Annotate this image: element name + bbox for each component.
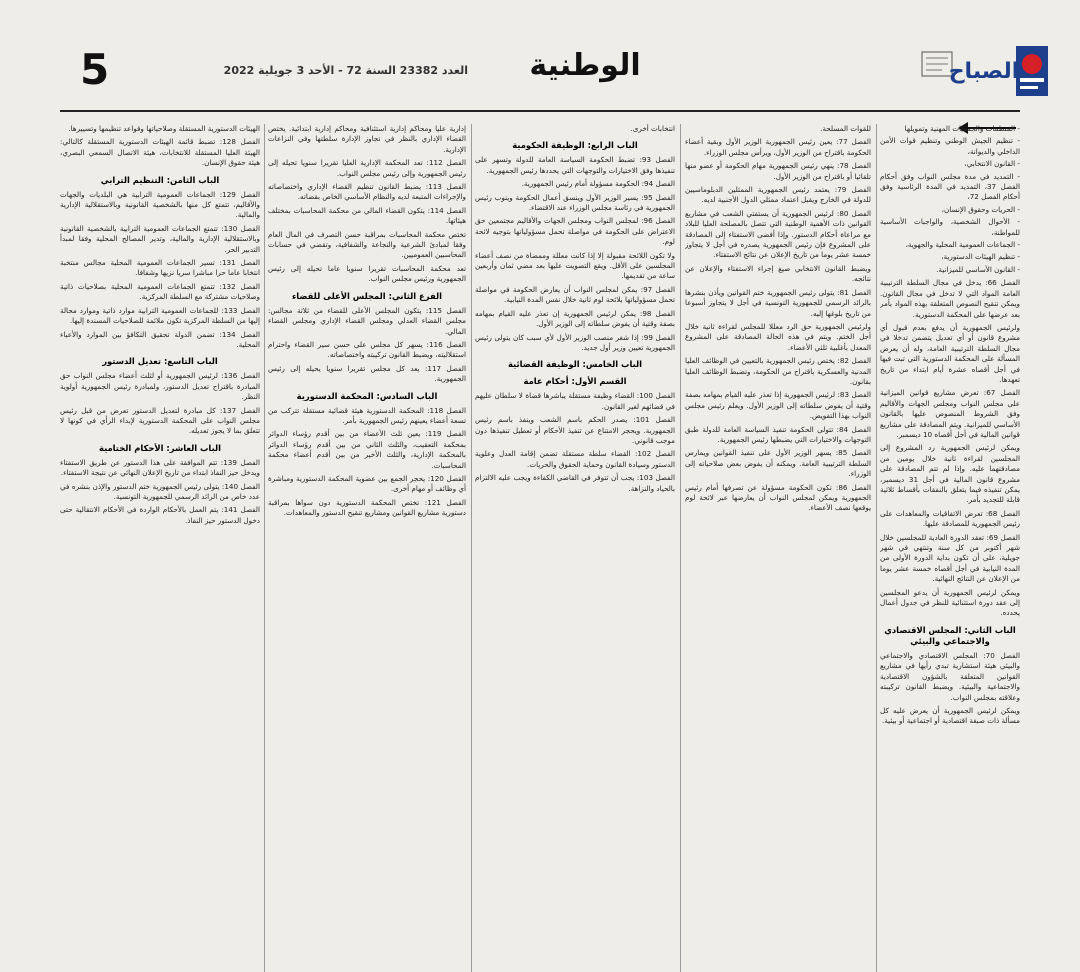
logo-graphic	[920, 42, 1050, 100]
section-heading: القسم الأول: أحكام عامة	[523, 376, 627, 387]
paragraph: الفصل 117: يعد كل مجلس تقريرا سنويا يحيله إلى رئيس الجمهورية.	[268, 363, 466, 384]
paragraph: الفصل 115: يتكون المجلس الأعلى للقضاء من ثلاثة مجالس: مجلس القضاء العدلي ومجلس القضاء الإداري ومجلس القضاء المالي.	[268, 305, 466, 336]
chapter-heading: الباب الرابع: الوظيفة الحكومية	[512, 140, 638, 151]
paragraph: الفصل 119: يعين ثلث الأعضاء من بين أقدم رؤساء الدوائر بمحكمة التعقيب، والثلث الثاني من بين أقدم رؤساء الدوائر بالمحكمة الإدارية، والثلث الأخير من بين أقدم أعضاء محكمة المحاسبات.	[268, 429, 466, 470]
paragraph: الفصل 67: تعرض مشاريع قوانين الميزانية على مجلس النواب ومجلس الجهات والأقاليم وفق الشروط المنصوص عليها بالقانون الأساسي للميزانية. ويتم المصادقة على مشاريع قوانين المالية في أجل أقصاه 10 ديسمبر.	[880, 388, 1020, 439]
paragraph: الفصل 136: لرئيس الجمهورية أو لثلث أعضاء مجلس النواب حق المبادرة باقتراح تعديل الدستور، ولمبادرة رئيس الجمهورية أولوية النظر.	[60, 371, 260, 402]
edition-line: العدد 23382 السنة 72 - الأحد 3 جويلية 2022	[223, 64, 468, 77]
paragraph: الفصل 78: ينهي رئيس الجمهورية مهام الحكومة أو عضو منها تلقائيا أو باقتراح من الوزير الأول.	[685, 161, 871, 181]
paragraph: الفصل 68: تعرض الاتفاقيات والمعاهدات على رئيس الجمهورية للمصادقة عليها.	[880, 508, 1020, 529]
logo-text: الصباح	[948, 59, 1020, 84]
paragraph: الفصل 141: يتم العمل بالأحكام الواردة في الأحكام الانتقالية حتى دخول الدستور حيز النفاذ.	[60, 505, 260, 525]
paragraph: الفصل 70: المجلس الاقتصادي والاجتماعي والبيئي هيئة استشارية تبدي رأيها في مشاريع القوانين المتعلقة بالشؤون الاقتصادية والاجتماعية والبيئية. ويضبط القانون تركيبته وعلاقته بمجلس النواب.	[880, 650, 1020, 702]
article-column-1	[880, 124, 1020, 972]
section-heading: الفرع الثاني: المجلس الأعلى للقضاء	[291, 290, 443, 301]
column-divider	[876, 124, 877, 972]
chapter-heading: الباب السادس: المحكمة الدستورية	[296, 390, 438, 401]
section-title: الوطنية	[529, 48, 641, 83]
paragraph: الفصل 120: يحجر الجمع بين عضوية المحكمة الدستورية ومباشرة أي وظائف أو مهام أخرى.	[268, 473, 466, 494]
list-item: - التمديد في مدة مجلس النواب وفق أحكام الفصل 37، التمديد في المدة الرئاسية وفق أحكام الفصل 72،	[880, 171, 1020, 202]
paragraph: الفصل 118: المحكمة الدستورية هيئة قضائية مستقلة تتركب من تسعة أعضاء يعينهم رئيس الجمهورية بأمر.	[268, 405, 466, 425]
list-item: - الأحوال الشخصية، والواجبات الأساسية للمواطنة،	[880, 217, 1020, 237]
paragraph: الفصل 93: تضبط الحكومة السياسة العامة للدولة وتسهر على تنفيذها وفق الاختيارات والتوجهات التي يحددها رئيس الجمهورية.	[475, 155, 675, 175]
article-column-3	[475, 124, 675, 972]
paragraph: الفصل 139: تتم الموافقة على هذا الدستور عن طريق الاستفتاء ويدخل حيز النفاذ ابتداء من تاريخ الإعلان النهائي عن نتيجة الاستفتاء.	[60, 457, 260, 478]
paragraph: الفصل 140: يتولى رئيس الجمهورية ختم الدستور والإذن بنشره في عدد خاص من الرائد الرسمي للجمهورية التونسية.	[60, 481, 260, 501]
paragraph: ويمكن لرئيس الجمهورية أن يدعو المجلسين إلى عقد دورة استثنائية للنظر في جدول أعمال يحدده.	[880, 587, 1020, 618]
paragraph: الفصل 81: يتولى رئيس الجمهورية ختم القوانين ويأذن بنشرها بالرائد الرسمي للجمهورية التونسية في أجل لا يتجاوز أسبوعا من تاريخ بلوغها إليه.	[685, 287, 871, 318]
paragraph: للقوات المسلحة.	[820, 124, 871, 133]
paragraph: إدارية عليا ومحاكم إدارية استئنافية ومحاكم إدارية ابتدائية. يختص القضاء الإداري بالنظر في تجاوز الإدارة سلطتها وفي النزاعات الإدارية.	[268, 124, 466, 154]
chapter-heading: الباب العاشر: الأحكام الختامية	[98, 442, 222, 453]
paragraph: ولرئيس الجمهورية أن يدفع بعدم قبول أي مشروع قانون أو أي تعديل يتضمن تدخلا في مجال السلطة الترتيبية العامة، وله أن يعرض المسألة على المحكمة الدستورية التي تبت فيها في أجل أقصاه عشرة أيام ابتداء من تاريخ تعهدها.	[880, 322, 1020, 384]
paragraph: ويمكن لرئيس الجمهورية رد المشروع إلى المجلسين لقراءة ثانية خلال يومين من مصادقتهما عليه. وإذا لم تتم المصادقة على مشروع قانون المالية في أجل 31 ديسمبر، يمكن تنفيذه فيما يتعلق بالنفقات بأقساط ثلاثية قابلة للتجديد بأمر.	[880, 443, 1020, 505]
paragraph: الفصل 82: يختص رئيس الجمهورية بالتعيين في الوظائف العليا المدنية والعسكرية باقتراح من الحكومة، وتضبط الوظائف العليا بقانون.	[685, 356, 871, 386]
paragraph: الفصل 131: تسير الجماعات العمومية المحلية مجالس منتخبة انتخابا عاما حرا مباشرا سريا نزيها وشفافا.	[60, 258, 260, 278]
paragraph: تختص محكمة المحاسبات بمراقبة حسن التصرف في المال العام وفقا لمبادئ الشرعية والنجاعة والشفافية، وتقضي في حسابات المحاسبين العموميين.	[268, 229, 466, 260]
paragraph: الفصل 85: يسهر الوزير الأول على تنفيذ القوانين ويمارس السلطة الترتيبية العامة. ويمكنه أن يفوض بعض صلاحياته إلى الوزراء.	[685, 448, 871, 479]
paragraph: الفصل 66: يدخل في مجال السلطة الترتيبية العامة المواد التي لا تدخل في مجال القانون. ويمكن تنقيح النصوص المتعلقة بهذه المواد بأمر بعد عرضها على المحكمة الدستورية.	[880, 278, 1020, 319]
list-item: - تنظيم الجيش الوطني وتنظيم قوات الأمن الداخلي والديوانة،	[880, 136, 1020, 156]
masthead	[60, 40, 1060, 110]
list-item: - الحريات وحقوق الإنسان،	[941, 204, 1020, 214]
paragraph: الفصل 128: تضبط قائمة الهيئات الدستورية المستقلة كالتالي: الهيئة العليا المستقلة للانتخابات، هيئة الاتصال السمعي البصري، هيئة حقوق الإنسان.	[60, 137, 260, 168]
paragraph: الفصل 98: يمكن لرئيس الجمهورية إن تعذر عليه القيام بمهامه بصفة وقتية أن يفوض سلطاته إلى الوزير الأول.	[475, 308, 675, 329]
header-rule	[60, 110, 1020, 112]
paragraph: الفصل 77: يعين رئيس الجمهورية الوزير الأول وبقية أعضاء الحكومة باقتراح من الوزير الأول، ويرأس مجلس الوزراء.	[685, 137, 871, 157]
paragraph: الفصل 84: تتولى الحكومة تنفيذ السياسة العامة للدولة طبق التوجهات والاختيارات التي يضبطها رئيس الجمهورية.	[685, 424, 871, 444]
column-divider	[680, 124, 681, 972]
article-column-5	[60, 124, 260, 972]
paragraph: الفصل 100: القضاء وظيفة مستقلة يباشرها قضاة لا سلطان عليهم في قضائهم لغير القانون.	[475, 391, 675, 411]
paragraph: ولا تكون اللائحة مقبولة إلا إذا كانت معللة وممضاة من نصف أعضاء المجلسين على الأقل. ويقع التصويت عليها بعد مضي ثمان وأربعين ساعة من تقديمها.	[475, 250, 675, 281]
paragraph: الفصل 130: تتمتع الجماعات العمومية الترابية بالشخصية القانونية وبالاستقلالية الإدارية والمالية، وتدير المصالح المحلية وفقا لمبدأ التدبير الحر.	[60, 223, 260, 254]
paragraph: الفصل 97: يمكن لمجلس النواب أن يعارض الحكومة في مواصلة تحمل مسؤولياتها بلائحة لوم ثانية خلال نفس المدة النيابية.	[475, 284, 675, 305]
paragraph: انتخابات أخرى.	[630, 124, 675, 133]
column-divider	[471, 124, 472, 972]
chapter-heading: الباب الثاني: المجلس الاقتصادي والاجتماعي والبيئي	[884, 624, 1016, 646]
paragraph: الفصل 96: لمجلس النواب ومجلس الجهات والأقاليم مجتمعين حق الاعتراض على الحكومة في مواصلة تحمل مسؤولياتها بتوجيه لائحة لوم.	[475, 216, 675, 247]
paragraph: الفصل 114: يتكون القضاء المالي من محكمة المحاسبات بمختلف هيئاتها.	[268, 205, 466, 226]
paragraph: الفصل 133: للجماعات العمومية الترابية موارد ذاتية وموارد محالة إليها من السلطة المركزية تكون ملائمة للصلاحيات المسندة إليها.	[60, 305, 260, 326]
bullet-list	[880, 124, 1020, 275]
paragraph: الفصل 112: تعد المحكمة الإدارية العليا تقريرا سنويا تحيله إلى رئيس الجمهورية وإلى رئيس مجلس النواب.	[268, 158, 466, 178]
paragraph: الفصل 134: تضمن الدولة تحقيق التكافؤ بين الموارد والأعباء المحلية.	[60, 329, 260, 349]
paragraph: الفصل 129: الجماعات العمومية الترابية هي البلديات والجهات والأقاليم، تتمتع كل منها بالشخصية القانونية وبالاستقلالية الإدارية والمالية.	[60, 189, 260, 220]
paragraph: الفصل 86: تكون الحكومة مسؤولة عن تصرفها أمام رئيس الجمهورية ويمكن لمجلس النواب أن يعارضها عبر لائحة لوم يوقعها نصف الأعضاء.	[685, 482, 871, 513]
chapter-heading: الباب الثامن: التنظيم الترابي	[100, 174, 220, 185]
list-item: - القانون الانتخابي،	[964, 159, 1020, 169]
paragraph: الفصل 132: تتمتع الجماعات العمومية المحلية بصلاحيات ذاتية وصلاحيات مشتركة مع السلطة المركزية.	[60, 281, 260, 302]
paragraph: ولرئيس الجمهورية حق الرد معللا للمجلس لقراءة ثانية خلال أجل الختم. ويتم في هذه الحالة المصادقة على المشروع المعدل بأغلبية ثلثي الأعضاء.	[685, 321, 871, 352]
list-item: - القانون الأساسي للميزانية.	[936, 264, 1020, 274]
paragraph: الفصل 94: الحكومة مسؤولة أمام رئيس الجمهورية.	[521, 179, 675, 189]
paragraph: ويمكن لرئيس الجمهورية أن يعرض عليه كل مسألة ذات صبغة اقتصادية أو اجتماعية أو بيئية.	[880, 705, 1020, 726]
paragraph: الفصل 83: لرئيس الجمهورية إذا تعذر عليه القيام بمهامه بصفة وقتية أن يفوض سلطاته إلى الوزير الأول. ويعلم رئيس مجلس النواب بهذا التفويض.	[685, 390, 871, 421]
chapter-heading: الباب الخامس: الوظيفة القضائية	[507, 359, 643, 370]
paragraph: الفصل 101: يصدر الحكم باسم الشعب وينفذ باسم رئيس الجمهورية. ويحجر الامتناع عن تنفيذ الأحكام أو تعطيل تنفيذها دون موجب قانوني.	[475, 415, 675, 445]
paragraph: الفصل 69: تعقد الدورة العادية للمجلسين خلال شهر أكتوبر من كل سنة وتنتهي في شهر جويلية، على أن تكون بداية الدورة الأولى من المدة النيابية في أجل أقصاه خمسة عشر يوما من الإعلان عن النتائج النهائية.	[880, 532, 1020, 584]
paragraph: الفصل 102: القضاء سلطة مستقلة تضمن إقامة العدل وعلوية الدستور وسيادة القانون وحماية الحقوق والحريات.	[475, 449, 675, 469]
column-divider	[264, 124, 265, 972]
article-column-4	[268, 124, 466, 972]
paragraph: الفصل 80: لرئيس الجمهورية أن يستفتي الشعب في مشاريع القوانين ذات الأهمية الوطنية التي تتصل بالمصلحة العليا للبلاد مع مراعاة أحكام الدستور. وإذا أفضى الاستفتاء إلى المصادقة على المشروع فإن رئيس الجمهورية يصدره في أجل لا يتجاوز خمسة عشر يوما من تاريخ الإعلان عن نتائج الاستفتاء.	[685, 208, 871, 260]
paragraph: الفصل 121: تختص المحكمة الدستورية دون سواها بمراقبة دستورية مشاريع القوانين ومشاريع تنقيح الدستور والمعاهدات.	[268, 497, 466, 518]
paragraph: الفصل 95: يسير الوزير الأول وينسق أعمال الحكومة وينوب رئيس الجمهورية في رئاسة مجلس الوزراء عند الاقتضاء.	[475, 192, 675, 213]
page-number: 5	[80, 45, 110, 94]
list-item: - المنظمات والجمعيات المهنية وتمويلها	[904, 124, 1020, 133]
paragraph: الفصل 137: كل مبادرة لتعديل الدستور تعرض من قبل رئيس مجلس النواب على المحكمة الدستورية لإبداء الرأي في كونها لا تتعلق بما لا يجوز تعديله.	[60, 405, 260, 436]
paragraph: الهيئات الدستورية المستقلة وصلاحياتها وقواعد تنظيمها وتسييرها.	[68, 124, 260, 133]
paragraph: الفصل 79: يعتمد رئيس الجمهورية الممثلين الدبلوماسيين للدولة في الخارج ويقبل اعتماد ممثلي الدول الأجنبية لديه.	[685, 185, 871, 205]
paragraph: الفصل 113: يضبط القانون تنظيم القضاء الإداري واختصاصاته والإجراءات المتبعة لديه والنظام الأساسي الخاص بقضاته.	[268, 182, 466, 202]
paragraph: ويضبط القانون الانتخابي صيغ إجراء الاستفتاء والإعلان عن نتائجه.	[685, 263, 871, 284]
article-column-2	[685, 124, 871, 972]
paragraph: الفصل 116: يسهر كل مجلس على حسن سير القضاء واحترام استقلاليته، ويضبط القانون تركيبته واختصاصاته.	[268, 339, 466, 360]
list-item: - الجماعات العمومية المحلية والجهوية،	[905, 240, 1020, 250]
chapter-heading: الباب التاسع: تعديل الدستور	[102, 356, 218, 367]
paragraph: الفصل 99: إذا شغر منصب الوزير الأول لأي سبب كان يتولى رئيس الجمهورية تعيين وزير أول جديد.	[475, 332, 675, 352]
list-item: - تنظيم الهيئات الدستورية،	[941, 252, 1020, 262]
paragraph: تعد محكمة المحاسبات تقريرا سنويا عاما تحيله إلى رئيس الجمهورية ورئيس مجلس النواب.	[268, 263, 466, 284]
paragraph: الفصل 103: يجب أن تتوفر في القاضي الكفاءة ويجب عليه الالتزام بالحياد والنزاهة.	[475, 473, 675, 493]
newspaper-logo	[920, 42, 1050, 100]
